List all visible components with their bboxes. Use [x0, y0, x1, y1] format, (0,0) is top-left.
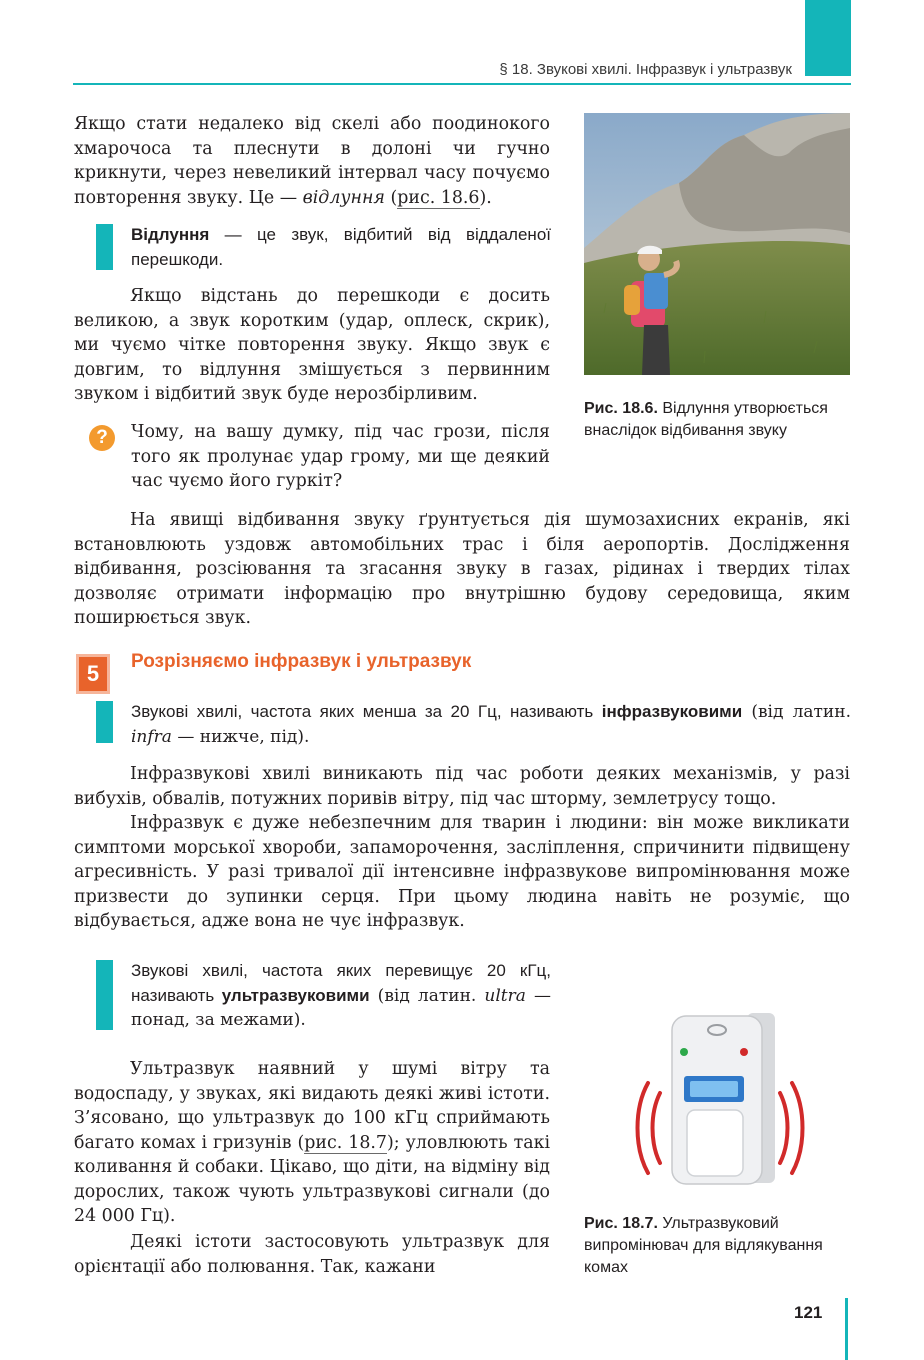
running-head: § 18. Звукові хвилі. Інфразвук і ультразвук: [499, 61, 792, 78]
infrasound-term: інфразвуковими: [601, 702, 743, 721]
echo-paragraph: Якщо відстань до перешкоди є досить великою, а звук коротким (удар, оплеск, скрик), ми чуємо чітке повторення звуку. Якщо звук є довгим, то відлуння змішується з первинним звуком і відбитий звук буде нерозбірливим.: [74, 286, 550, 404]
definition-infrasound: Звукові хвилі, частота яких менша за 20 Гц, називають інфразвуковими (від латин. infra — нижче, під).: [131, 702, 851, 747]
intro-paragraph: Якщо стати недалеко від скелі або поодинокого хмарочоса та плеснути в долоні чи гучно крикнути, через невеликий інтервал часу почуємо повторення звуку. Це — відлуння (рис. 18.6).: [74, 114, 550, 208]
header-rule: [73, 83, 851, 85]
echo-term: відлуння: [302, 187, 385, 208]
latin-ultra: ultra: [484, 985, 526, 1006]
page-number-rule: [845, 1298, 848, 1360]
ultrasound-paragraph: Ультразвук наявний у шумі вітру та водоспаду, у звуках, які видають деякі живі істоти. З’ясовано, що ультразвук до 100 кГц сприймають багато комах і гризунів (рис. 18.7); уловлюють такі коливання й собаки. Цікаво, що діти, на відміну від дорослих, також чують ультразвукові сигнали (до 24 000 Гц).: [74, 1059, 551, 1226]
figure-caption-18-6: Рис. 18.6. Відлуння утворюється внаслідок відбивання звуку: [584, 400, 828, 439]
orientation-paragraph: Деякі істоти застосовують ультразвук для орієнтації або полювання. Так, кажани: [74, 1232, 550, 1277]
figure-ref-18-7[interactable]: рис. 18.7: [304, 1132, 387, 1153]
question-text: Чому, на вашу думку, під час грози, після того як пролунає удар грому, ми ще деякий час чуємо його гуркіт?: [131, 422, 550, 491]
figure-label: Рис. 18.7.: [584, 1215, 658, 1232]
definition-bar: [96, 701, 113, 743]
infrasound-paragraph-1: Інфразвукові хвилі виникають під час роботи деяких механізмів, у разі вибухів, обвалів, потужних поривів вітру, під час шторму, землетрусу тощо.: [74, 764, 850, 809]
definition-bar: [96, 960, 113, 1030]
section-number-badge: 5: [76, 654, 110, 694]
section-title: Розрізняємо інфразвук і ультразвук: [131, 651, 472, 672]
definition-term: Відлуння: [131, 225, 210, 244]
definition-bar: [96, 224, 113, 270]
figure-label: Рис. 18.6.: [584, 400, 658, 417]
noise-screens-paragraph: На явищі відбивання звуку ґрунтується дія шумозахисних екранів, які встановлюють уздовж автомобільних трас і біля аеропортів. Дослідження відбивання, розсіювання та згасання звуку в газах, рідинах і твердих тілах дозволяє отримати інформацію про внутрішню будову середовища, яким поширюється звук.: [74, 510, 850, 628]
infrasound-paragraph-2: Інфразвук є дуже небезпечним для тварин і людини: він може викликати симптоми морської хвороби, запаморочення, засліплення, спричинити підвищену агресивність. У разі тривалої дії інтенсивне інфразвукове випромінювання може призвести до зупинки серця. При цьому людина навіть не розуміє, що відбувається, адже вона не чує інфразвук.: [74, 813, 850, 931]
definition-ultrasound: Звукові хвилі, частота яких перевищує 20 кГц, називають ультразвуковими (від латин. ultra — понад, за межами).: [131, 961, 551, 1030]
ultrasound-term: ультразвуковими: [221, 985, 370, 1005]
question-icon: ?: [89, 425, 115, 451]
ultrasonic-repeller-image: [632, 1008, 808, 1198]
figure-caption-18-7: Рис. 18.7. Ультразвуковий випромінювач для відлякування комах: [584, 1215, 823, 1276]
page-number: 121: [794, 1303, 823, 1322]
header-accent-tab: [805, 0, 851, 76]
latin-infra: infra: [131, 726, 172, 747]
echo-photo: [584, 113, 850, 375]
definition-echo: Відлуння — це звук, відбитий від віддаленої перешкоди.: [131, 225, 551, 269]
figure-ref-18-6[interactable]: рис. 18.6: [397, 187, 480, 208]
